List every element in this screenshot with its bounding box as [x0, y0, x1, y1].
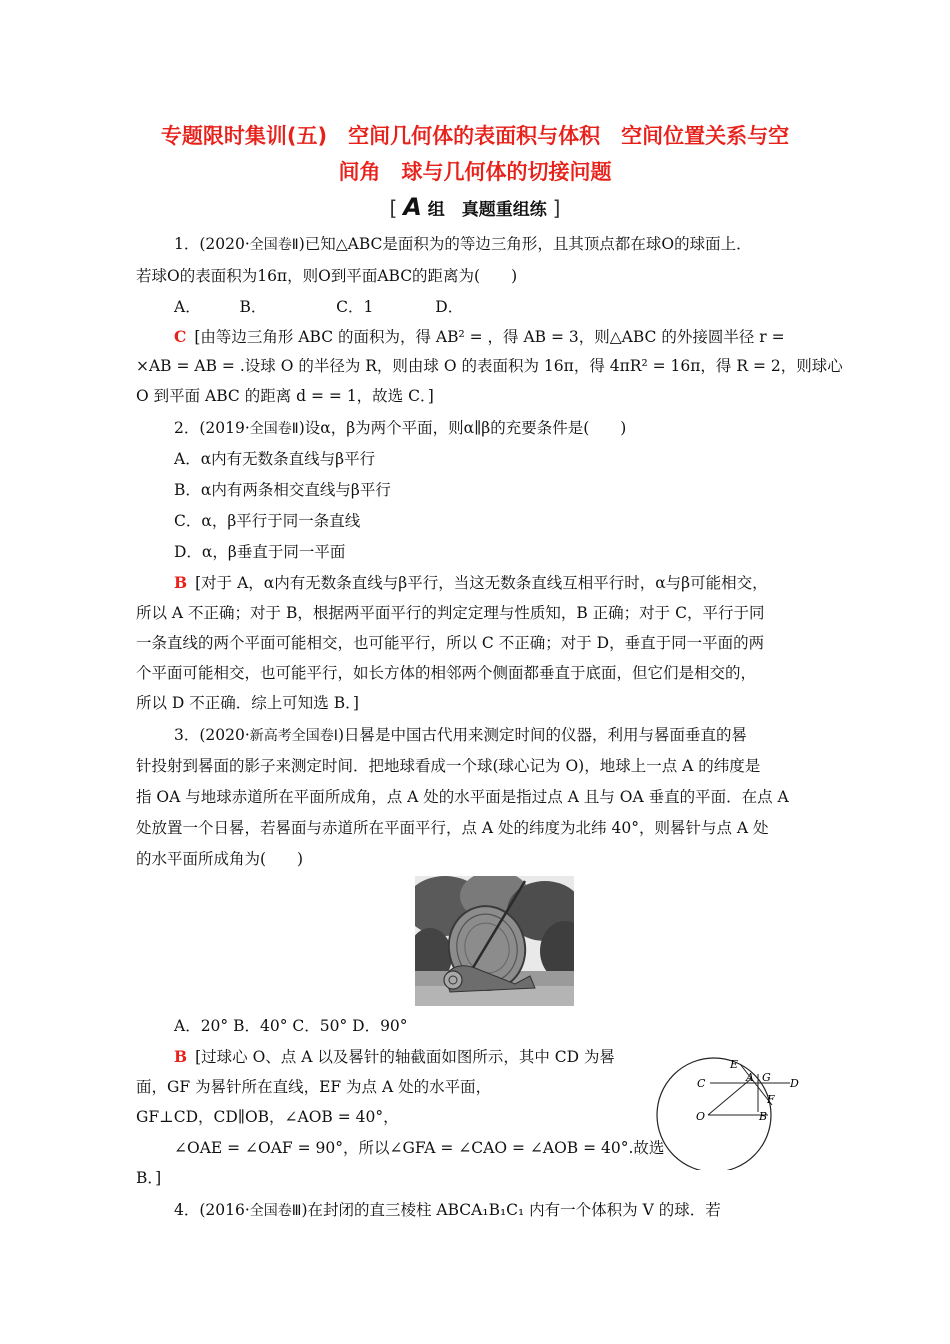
q3-solution-line-2: 面，GF 为晷针所在直线，EF 为点 A 处的水平面，	[136, 1078, 492, 1096]
q3-line-5: 的水平面所成角为( )	[136, 850, 304, 868]
q4-source-tag: 全国卷Ⅲ	[249, 1203, 302, 1219]
q3-solution-line-4: ∠OAE = ∠OAF = 90°，所以∠GFA = ∠CAO = ∠AOB = 40°.故选	[174, 1139, 665, 1157]
q3-line-1	[174, 724, 816, 747]
group-letter: A	[403, 193, 422, 221]
q3-solution-text: [过球心 O、点 A 以及晷针的轴截面如图所示，其中 CD 为晷	[195, 1048, 615, 1066]
q2-solution-line-5: 所以 D 不正确．综上可知选 B．]	[136, 694, 359, 712]
title-line-2: 间角 球与几何体的切接问题	[338, 160, 612, 184]
q3-number: 3．(2020·	[174, 726, 250, 744]
q2-answer-letter: B	[174, 573, 188, 592]
q3-line-3: 指 OA 与地球赤道所在平面所成角，点 A 处的水平面是指过点 A 且与 OA 垂直的平面．在点 A	[136, 788, 789, 806]
q3-stem: )日晷是中国古代用来测定时间的仪器，利用与晷面垂直的晷	[337, 726, 747, 744]
q3-line-2: 针投射到晷面的影子来测定时间．把地球看成一个球(球心记为 O)，地球上一点 A 的纬度是	[136, 757, 761, 775]
q3-line-4: 处放置一个日晷，若晷面与赤道所在平面平行，点 A 处的纬度为北纬 40°，则晷针与点 A 处	[136, 819, 769, 837]
group-label-text: 组 真题重组练	[427, 200, 547, 220]
q3-solution-line-5: B．]	[136, 1169, 162, 1187]
q2-source-tag: 全国卷Ⅱ	[249, 421, 299, 437]
sundial-photo	[415, 876, 574, 1006]
q4-line-1	[174, 1199, 816, 1222]
q2-solution-line-4: 个平面可能相交，也可能平行，如长方体的相邻两个侧面都垂直于底面，但它们是相交的，	[136, 664, 757, 682]
label-f: F	[767, 1093, 775, 1106]
label-b: B	[759, 1110, 768, 1123]
q2-option-c: C．α，β平行于同一条直线	[174, 512, 361, 530]
q2-line-1	[174, 417, 816, 440]
q1-stem: )已知△ABC是面积为的等边三角形，且其顶点都在球O的球面上．	[298, 235, 752, 253]
q2-option-a: A．α内有无数条直线与β平行	[174, 450, 376, 468]
q1-line-1	[174, 233, 816, 256]
q2-stem: )设α，β为两个平面，则α∥β的充要条件是( )	[298, 419, 627, 437]
label-c: C	[697, 1077, 706, 1090]
q1-solution-line-3: O 到平面 ABC 的距离 d = = 1，故选 C．]	[136, 387, 434, 405]
q1-solution-line-1	[174, 326, 816, 348]
q4-stem: )在封闭的直三棱柱 ABCA₁B₁C₁ 内有一个体积为 V 的球．若	[301, 1201, 721, 1219]
geometry-diagram	[650, 1050, 830, 1170]
q3-solution-line-1	[174, 1046, 636, 1068]
q3-source-tag: 新高考全国卷Ⅰ	[249, 728, 338, 744]
q2-solution-line-3: 一条直线的两个平面可能相交，也可能平行，所以 C 不正确；对于 D，垂直于同一平面的两	[136, 634, 765, 652]
label-g: G	[762, 1071, 771, 1084]
bracket-open: [	[389, 196, 398, 220]
section-heading	[0, 194, 950, 223]
label-e: E	[730, 1058, 739, 1071]
q3-solution-line-3: GF⊥CD，CD∥OB，∠AOB = 40°，	[136, 1108, 399, 1126]
geometry-diagram-svg	[650, 1050, 830, 1170]
q2-number: 2．(2019·	[174, 419, 250, 437]
q2-solution-text: [对于 A，α内有无数条直线与β平行，当这无数条直线互相平行时，α与β可能相交，	[195, 574, 768, 592]
q1-solution-text: [由等边三角形 ABC 的面积为，得 AB² = ，得 AB = 3，则△ABC 的外接圆半径 r =	[194, 328, 785, 346]
q1-options: A． B． C．1 D．	[174, 298, 464, 316]
page-title	[120, 118, 830, 190]
title-line-1: 专题限时集训(五) 空间几何体的表面积与体积 空间位置关系与空	[160, 124, 790, 148]
label-a: A	[746, 1071, 754, 1084]
q2-option-b: B．α内有两条相交直线与β平行	[174, 481, 391, 499]
q4-number: 4．(2016·	[174, 1201, 250, 1219]
q1-number: 1．(2020·	[174, 235, 250, 253]
q1-solution-line-2: ×AB = AB = .设球 O 的半径为 R，则由球 O 的表面积为 16π，得 4πR² = 16π，得 R = 2，则球心	[136, 357, 843, 375]
q2-solution-line-1	[174, 572, 816, 594]
q2-option-d: D．α，β垂直于同一平面	[174, 543, 346, 561]
q2-solution-line-2: 所以 A 不正确；对于 B，根据两平面平行的判定定理与性质知，B 正确；对于 C，平行于同	[136, 604, 765, 622]
bracket-close: ]	[552, 196, 561, 220]
label-o: O	[696, 1110, 706, 1123]
sundial-photo-drawing	[415, 876, 574, 1006]
label-d: D	[790, 1077, 799, 1090]
q1-answer-letter: C	[174, 327, 187, 346]
q3-options: A．20° B．40° C．50° D．90°	[174, 1017, 408, 1035]
q1-source-tag: 全国卷Ⅱ	[249, 237, 299, 253]
q3-answer-letter: B	[174, 1047, 188, 1066]
q1-line-2: 若球O的表面积为16π，则O到平面ABC的距离为( )	[136, 267, 518, 285]
